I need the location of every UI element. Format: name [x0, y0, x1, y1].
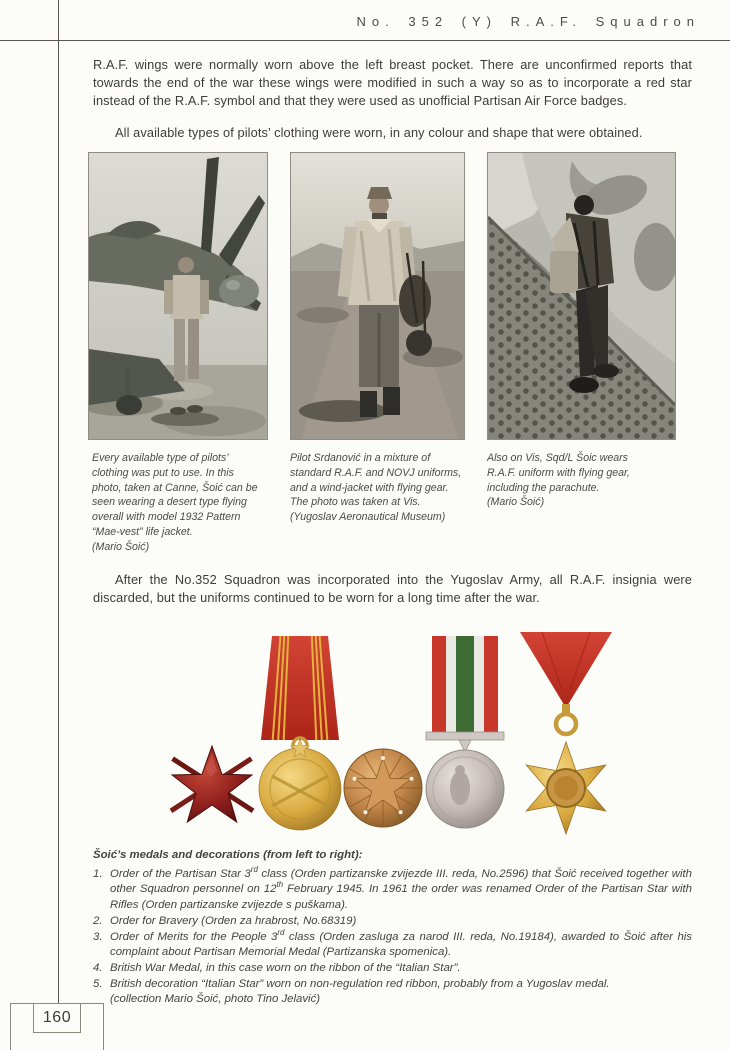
note-text: Order of the Partisan Star 3rd class (Orden partizanske zvijezde III. reda, No.2596) that Šoić received together with other Squadron personnel on 12th February 1945. In 1961 the order was renamed Order of the Partisan Star with Rifles (Orden partizanske zvijezde s puškama). [110, 864, 693, 912]
medal-italian-star [520, 632, 612, 834]
page-number: 160 [33, 1003, 81, 1033]
note-text: Order for Bravery (Orden za hrabrost, No.68319) [110, 914, 357, 927]
page-header-title: No. 352 (Y) R.A.F. Squadron [356, 14, 700, 29]
header-rule [0, 40, 730, 41]
caption-credit: (Mario Šoić) [487, 496, 545, 509]
after-photos-paragraph: After the No.352 Squadron was incorporated into the Yugoslav Army, all R.A.F. insignia were discarded, but the uniforms continued to be worn for a long time after the war. [93, 572, 692, 605]
photo-pilot-by-spitfire [88, 152, 268, 440]
medal-order-for-bravery [259, 636, 341, 830]
note-number: 5. [93, 977, 103, 990]
medals-photo [160, 628, 680, 843]
note-number: 3. [93, 930, 103, 943]
clothing-paragraph: All available types of pilots’ clothing were worn, in any colour and shape that were obtained. [115, 125, 643, 140]
note-number: 1. [93, 867, 103, 880]
note-number: 2. [93, 914, 103, 927]
photo-pilot-with-gear [290, 152, 465, 440]
photo-figure-canne [88, 152, 268, 555]
photo-caption [487, 451, 653, 510]
intro-paragraph: R.A.F. wings were normally worn above the left breast pocket. There are unconfirmed reports that towards the end of the war these wings were modified in such a way so as to incorporate a red star instead of the R.A.F. symbol and that they were used as unofficial Partisan Air Force badges. [93, 57, 692, 108]
photo-figure-srdanovic [290, 152, 465, 555]
medal-notes-heading: Šoić’s medals and decorations (from left to right): [93, 849, 363, 861]
caption-text: Pilot Srdanović in a mixture of standard R.A.F. and NOVJ uniforms, and a wind-jacket with flying gear. The photo was taken at Vis. [290, 452, 462, 509]
note-text: British decoration “Italian Star” worn on non-regulation red ribbon, probably from a Yugoslav medal. [110, 977, 610, 990]
medal-note-item-2 [93, 914, 692, 930]
photo-figure-soic-boarding [487, 152, 676, 555]
medal-order-of-merits-for-people [344, 749, 422, 827]
caption-text: Also on Vis, Sqd/L Šoic wears R.A.F. uniform with flying gear, including the parachute. [487, 452, 630, 494]
medal-note-item-1 [93, 864, 693, 914]
caption-credit: (Yugoslav Aeronautical Museum) [290, 511, 446, 524]
medal-british-war-medal [426, 636, 504, 828]
caption-text: Every available type of pilots’ clothing was put to use. In this photo, taken at Canne, Šoić can be seen wearing a desert type flying overall with model 1932 Pattern “Mae-vest” life jacket. [92, 452, 258, 538]
note-number: 4. [93, 961, 103, 974]
page-number-frame [10, 1003, 104, 1050]
medal-notes-credit: (collection Mario Šoić, photo Tino Jelavić) [110, 993, 321, 1006]
note-text: British War Medal, in this case worn on the ribbon of the “Italian Star”. [110, 961, 461, 974]
photo-caption [88, 451, 264, 555]
medal-note-item-3 [93, 927, 693, 961]
medal-order-of-partisan-star [170, 746, 255, 822]
caption-credit: (Mario Šoić) [92, 540, 150, 553]
medal-notes [93, 848, 692, 1008]
left-margin-rule [58, 0, 59, 1004]
photo-pilot-with-parachute [487, 152, 676, 440]
note-text: Order of Merits for the People 3rd class (Orden zasluga za narod III. reda, No.19184), awarded to Šoić after his complaint about Partisan Memorial Medal (Partizanska spomenica). [110, 927, 693, 959]
photo-row [88, 152, 676, 555]
photo-caption [290, 451, 463, 525]
medal-note-item-5 [93, 977, 692, 993]
medal-note-item-4 [93, 961, 692, 977]
